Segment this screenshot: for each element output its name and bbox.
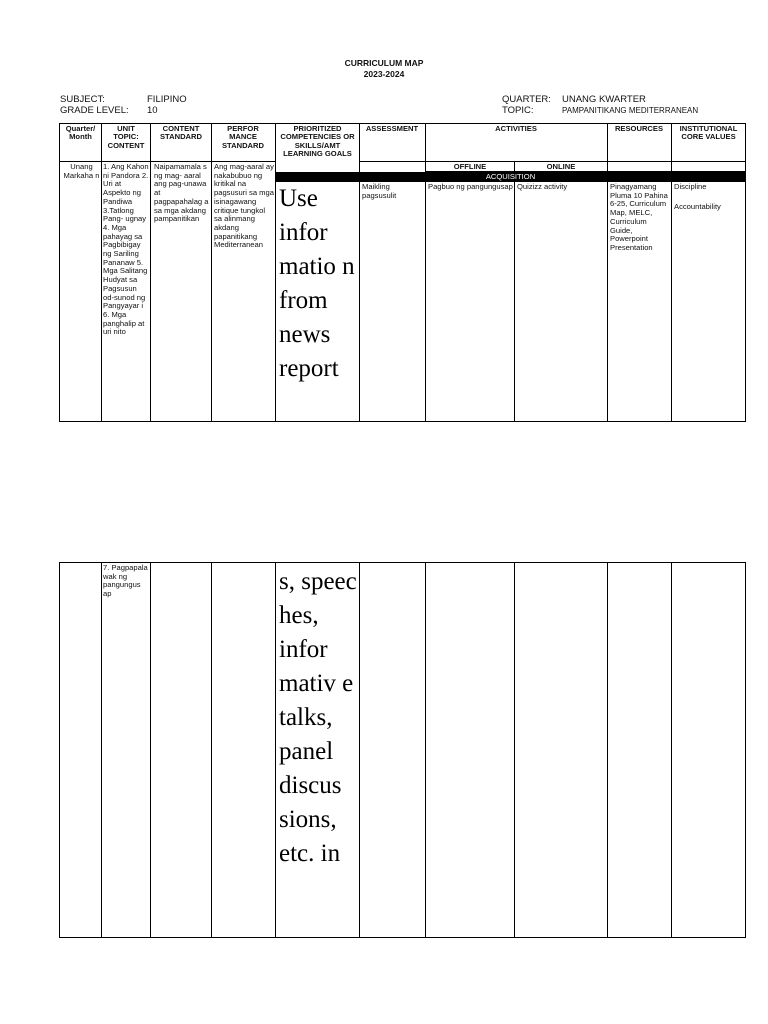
grade-value: 10 [147,105,158,116]
header-resources: RESOURCES [614,124,664,133]
header-online: ONLINE [546,162,576,171]
topic-value: PAMPANITIKANG MEDITERRANEAN [562,106,699,115]
row1-performance-standard: Ang mag-aaral ay nakabubuo ng kritikal na pagsusuri sa mga isinagawang critique tungkol sa alinmang akdang papanitikang Mediterranean [214,162,274,250]
row2-competency: s, speec hes, infor mativ e talks, panel discus sions, etc. in [279,568,357,867]
meta-left [60,94,187,116]
row1-competency: Use infor matio n from news report [279,185,355,382]
row1-content-standard: Naipamamala s ng mag- aaral ang pag-unawa at pagpapahalag a sa mga akdang pampanitikan [154,162,209,224]
header-content-standard: CONTENT STANDARD [159,124,203,142]
curriculum-table-part-2 [59,562,746,938]
curriculum-table-part-1 [59,123,746,422]
topic-label: TOPIC: [502,105,534,116]
document-title [0,58,768,80]
quarter-label: QUARTER: [502,94,551,105]
subject-value: FILIPINO [147,94,187,105]
header-unit-topic: UNIT TOPIC: CONTENT [107,124,145,150]
row1-quarter: Unang Markaha n [63,162,100,180]
row1-resources: Pinagyamang Pluma 10 Pahina 6-25, Curriculum Map, MELC, Curriculum Guide, Powerpoint Presentation [610,182,668,252]
row1-online-activity: Quizizz activity [517,182,568,191]
acquisition-bar: ACQUISITION [275,172,746,182]
meta-right [502,94,698,116]
header-assessment: ASSESSMENT [365,124,419,133]
row1-unit-topic: 1. Ang Kahon ni Pandora 2. Uri at Aspekto ng Pandiwa 3.Tatlong Pang- ugnay 4. Mga pahayag sa Pagbibigay ng Sariling Pananaw 5. Mga Salitang Hudyat sa Pagsusun od-sunod ng Pangyayar i 6. Mga panghalip at uri nito [103,162,149,337]
subject-label: SUBJECT: [60,94,105,105]
row2-unit-topic: 7. Pagpapala wak ng pangungus ap [103,563,148,599]
row1-assessment: Maikling pagsusulit [362,182,397,200]
header-activities: ACTIVITIES [495,124,537,133]
header-offline: OFFLINE [453,162,487,171]
map-title: CURRICULUM MAP [344,58,424,68]
school-year: 2023-2024 [363,69,405,79]
grade-label: GRADE LEVEL: [60,105,129,116]
row1-offline-activity: Pagbuo ng pangungusap [428,182,513,191]
row1-core-value-discipline: Discipline [674,182,707,191]
header-performance-standard: PERFOR MANCE STANDARD [221,124,265,150]
row1-core-value-accountability: Accountability [674,202,721,211]
quarter-value: UNANG KWARTER [562,94,646,105]
header-core-values: INSTITUTIONAL CORE VALUES [679,124,738,142]
header-competencies: PRIORITIZED COMPETENCIES OR SKILLS/AMT LEARNING GOALS [280,124,355,158]
header-quarter: Quarter/ Month [65,124,96,142]
